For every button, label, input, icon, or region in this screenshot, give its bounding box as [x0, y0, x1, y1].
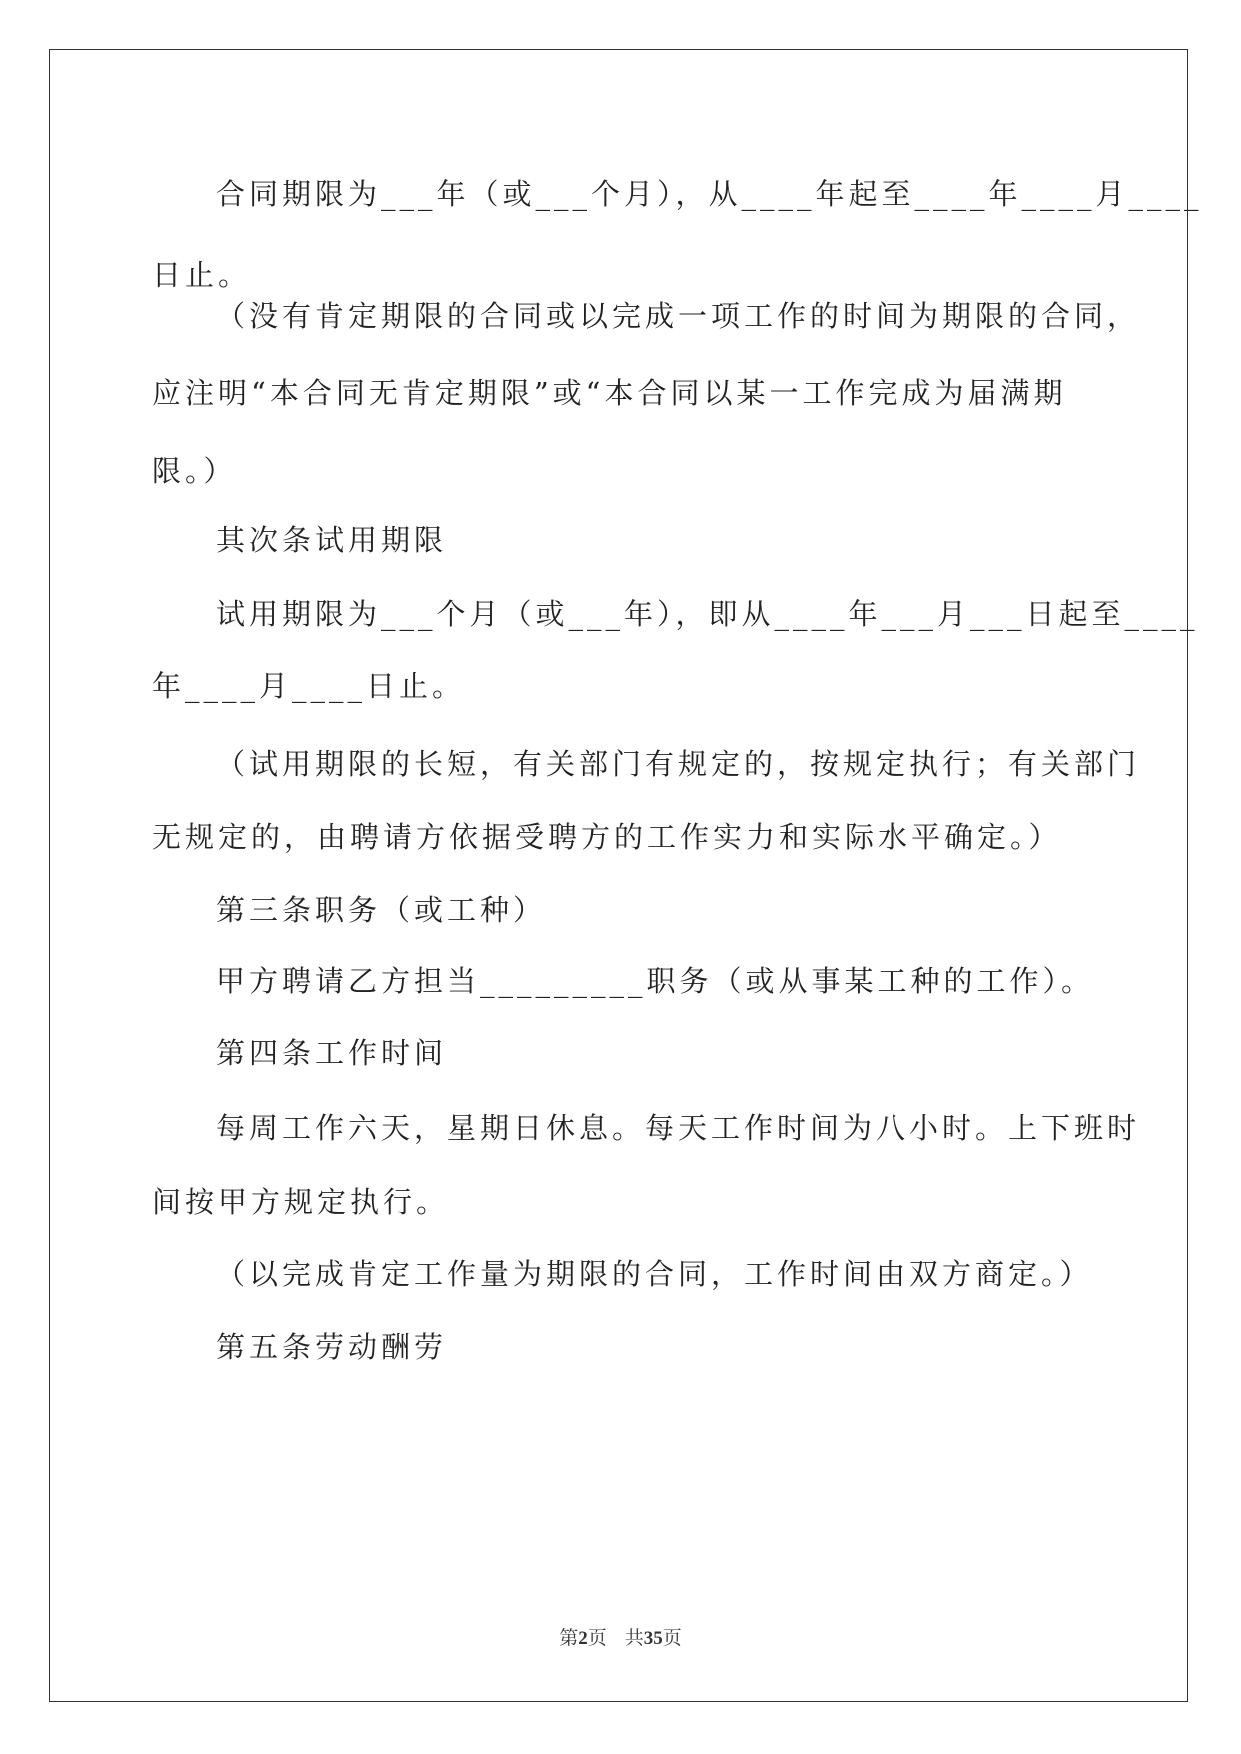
total-pages: 35	[643, 1628, 663, 1649]
article-4-heading: 第四条工作时间	[216, 1036, 448, 1070]
probation-line: 试用期限为___个月（或___年），即从____年___月___日起至____	[216, 597, 1199, 631]
position-line: 甲方聘请乙方担当_________职务（或从事某工种的工作）。	[216, 964, 1095, 998]
working-hours-note: （以完成肯定工作量为期限的合同，工作时间由双方商定。）	[216, 1257, 1093, 1291]
probation-line-cont: 年____月____日止。	[152, 669, 466, 703]
total-prefix: 共	[624, 1627, 644, 1649]
probation-note-line-1: （试用期限的长短，有关部门有规定的，按规定执行；有关部门	[216, 747, 1141, 781]
contract-term-line: 合同期限为___年（或___个月），从____年起至____年____月____	[216, 177, 1203, 211]
term-note-line-2: 应注明“本合同无肯定期限”或“本合同以某一工作完成为届满期	[152, 376, 1067, 410]
page-number: 2	[578, 1628, 588, 1649]
total-suffix: 页	[662, 1627, 682, 1649]
working-hours-line-2: 间按甲方规定执行。	[152, 1185, 450, 1219]
page-footer	[0, 1623, 1241, 1650]
article-2-heading: 其次条试用期限	[216, 523, 448, 557]
working-hours-line-1: 每周工作六天，星期日休息。每天工作时间为八小时。上下班时	[216, 1111, 1141, 1145]
term-note-line-1: （没有肯定期限的合同或以完成一项工作的时间为期限的合同，	[216, 299, 1141, 333]
contract-term-line-cont: 日止。	[152, 258, 252, 292]
page-prefix: 第	[559, 1627, 579, 1649]
probation-note-line-2: 无规定的，由聘请方依据受聘方的工作实力和实际水平确定。）	[152, 820, 1062, 854]
page-border	[49, 49, 1188, 1702]
term-note-line-3: 限。）	[152, 454, 237, 488]
page-suffix: 页	[587, 1627, 607, 1649]
article-3-heading: 第三条职务（或工种）	[216, 893, 547, 927]
article-5-heading: 第五条劳动酬劳	[216, 1330, 448, 1364]
